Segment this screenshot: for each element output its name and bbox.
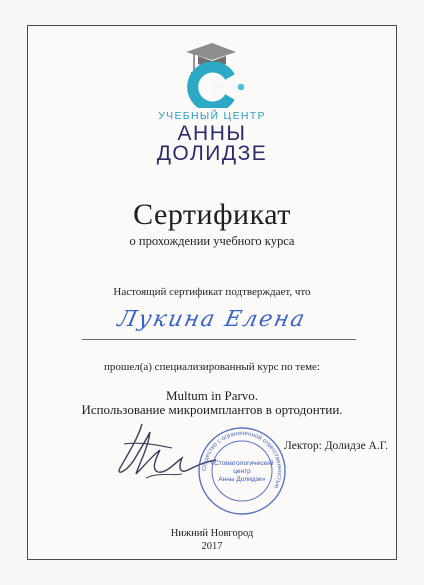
course-title-line2: Использование микроимплантов в ортодонтии. [81, 402, 343, 417]
certificate-subtitle: о прохождении учебного курса [129, 234, 295, 248]
confirmation-text: Настоящий сертификат подтверждает, что [113, 286, 311, 298]
stamp-ring-text: Общество с ограниченной ответственностью [200, 429, 284, 490]
training-center-logo [0, 38, 424, 168]
course-title-line1: Multum in Parvo. [165, 388, 259, 403]
lecturer-name: Лектор: Долидзе А.Г. [284, 440, 388, 452]
certificate-title: Сертификат [133, 198, 291, 231]
issue-year: 2017 [201, 541, 223, 552]
logo-name-last: ДОЛИДЗЕ [156, 142, 268, 165]
logo-mark-icon [172, 38, 254, 108]
stamp-center-line2: центр [233, 468, 251, 475]
city-name: Нижний Новгород [170, 528, 254, 539]
recipient-name-line [82, 339, 356, 340]
stamp-center-line3: Анны Долидзе» [218, 476, 266, 483]
organization-stamp [196, 425, 288, 517]
logo-name-first: АННЫ [177, 122, 247, 145]
recipient-name-handwritten: Лукина Елена [115, 307, 309, 332]
course-passed-text: прошел(а) специализированный курс по теме: [104, 361, 320, 373]
stamp-center-line1: «Стоматологический [210, 460, 274, 467]
logo-subtitle: УЧЕБНЫЙ ЦЕНТР [158, 110, 266, 122]
